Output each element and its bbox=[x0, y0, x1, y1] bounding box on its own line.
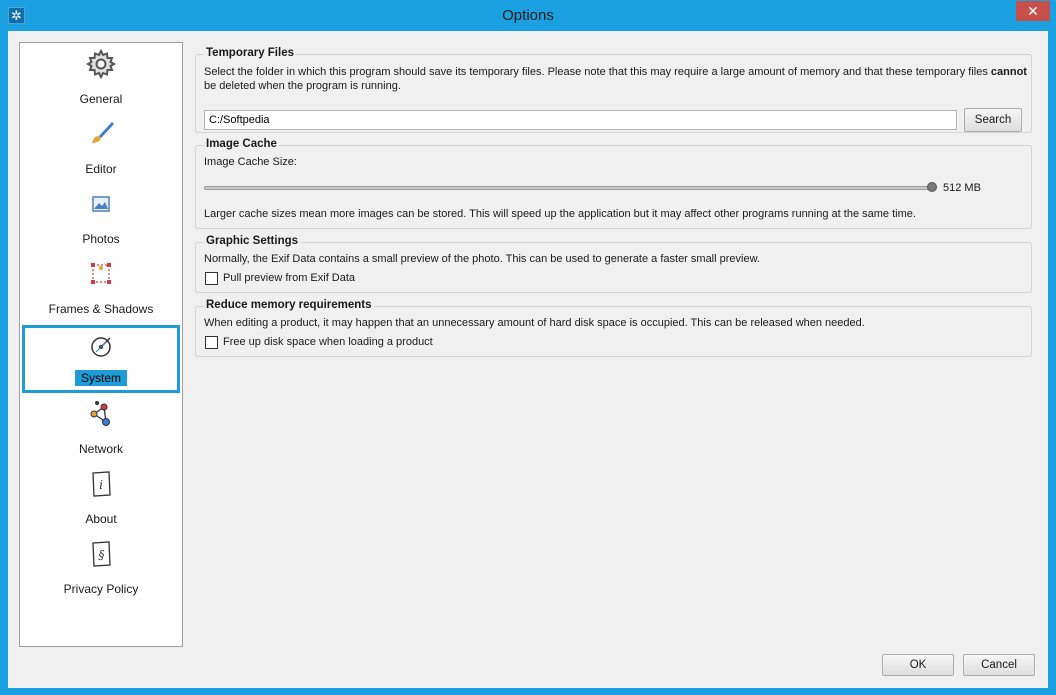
image-cache-slider-thumb[interactable] bbox=[927, 182, 937, 192]
sidebar-item-label: Frames & Shadows bbox=[48, 302, 154, 316]
sidebar-item-label: General bbox=[79, 92, 123, 106]
temporary-files-group bbox=[195, 47, 1032, 133]
sidebar-item-editor[interactable] bbox=[20, 115, 182, 185]
graphic-settings-title: Graphic Settings bbox=[206, 235, 299, 247]
ok-button[interactable]: OK bbox=[882, 654, 954, 676]
sidebar-item-label: Network bbox=[78, 442, 123, 456]
graphic-settings-group bbox=[195, 235, 1032, 293]
settings-app-icon[interactable]: ✲ bbox=[8, 7, 25, 24]
sidebar-item-frames-shadows[interactable] bbox=[20, 255, 182, 325]
photo-icon bbox=[85, 188, 117, 220]
reduce-memory-description: When editing a product, it may happen that an unnecessary amount of hard disk space is occupied. This can be released when needed. bbox=[204, 317, 865, 329]
temporary-files-desc-line2: be deleted when the program is running. bbox=[204, 80, 401, 92]
image-cache-group bbox=[195, 138, 1032, 229]
temporary-files-description bbox=[204, 65, 1029, 93]
sidebar-item-label: Photos bbox=[82, 232, 120, 246]
sidebar-item-label: Privacy Policy bbox=[63, 582, 139, 596]
temporary-files-title: Temporary Files bbox=[206, 47, 294, 59]
sidebar-item-label-text: System bbox=[75, 370, 127, 386]
sidebar-item-label: About bbox=[85, 512, 117, 526]
pull-preview-label[interactable]: Pull preview from Exif Data bbox=[223, 272, 356, 284]
svg-text:i: i bbox=[99, 478, 103, 492]
system-icon bbox=[85, 331, 117, 363]
sidebar-item-label: Editor bbox=[85, 162, 117, 176]
dialog-body bbox=[8, 31, 1048, 688]
svg-text:§: § bbox=[98, 548, 105, 562]
graphic-settings-description: Normally, the Exif Data contains a small preview of the photo. This can be used to generate a faster small preview. bbox=[204, 253, 760, 265]
image-cache-size-label: Image Cache Size: bbox=[204, 156, 297, 168]
temp-folder-path-input[interactable] bbox=[204, 110, 957, 130]
category-sidebar bbox=[19, 42, 183, 647]
reduce-memory-group bbox=[195, 299, 1032, 357]
free-disk-space-label[interactable]: Free up disk space when loading a product bbox=[223, 336, 433, 348]
window-title: Options bbox=[502, 7, 554, 24]
info-icon bbox=[85, 468, 117, 500]
sidebar-item-network[interactable] bbox=[20, 395, 182, 465]
title-bar[interactable] bbox=[0, 0, 1056, 31]
sidebar-item-system[interactable] bbox=[22, 325, 180, 393]
temporary-files-desc-bold: cannot bbox=[990, 66, 1027, 78]
sidebar-item-label bbox=[25, 371, 177, 385]
sidebar-item-privacy-policy[interactable] bbox=[20, 535, 182, 605]
close-button[interactable]: ✕ bbox=[1016, 1, 1050, 21]
temporary-files-desc-line1: Select the folder in which this program should save its temporary files. Please note that this may require a large amount of memory and that these temporary files bbox=[204, 66, 988, 78]
image-cache-slider-track[interactable] bbox=[204, 186, 932, 190]
sidebar-item-about[interactable] bbox=[20, 465, 182, 535]
search-button[interactable]: Search bbox=[964, 108, 1022, 132]
free-disk-space-checkbox[interactable] bbox=[205, 336, 218, 349]
image-cache-value: 512 MB bbox=[943, 182, 981, 194]
brush-icon bbox=[85, 118, 117, 150]
frame-icon bbox=[85, 258, 117, 290]
cancel-button[interactable]: Cancel bbox=[963, 654, 1035, 676]
image-cache-title: Image Cache bbox=[206, 138, 277, 150]
reduce-memory-title: Reduce memory requirements bbox=[206, 299, 372, 311]
pull-preview-checkbox[interactable] bbox=[205, 272, 218, 285]
network-icon bbox=[85, 398, 117, 430]
sidebar-item-photos[interactable] bbox=[20, 185, 182, 255]
gear-icon bbox=[85, 48, 117, 80]
sidebar-item-general[interactable] bbox=[20, 45, 182, 115]
image-cache-description: Larger cache sizes mean more images can be stored. This will speed up the application but it may affect other programs running at the same time. bbox=[204, 208, 916, 220]
paragraph-icon bbox=[85, 538, 117, 570]
